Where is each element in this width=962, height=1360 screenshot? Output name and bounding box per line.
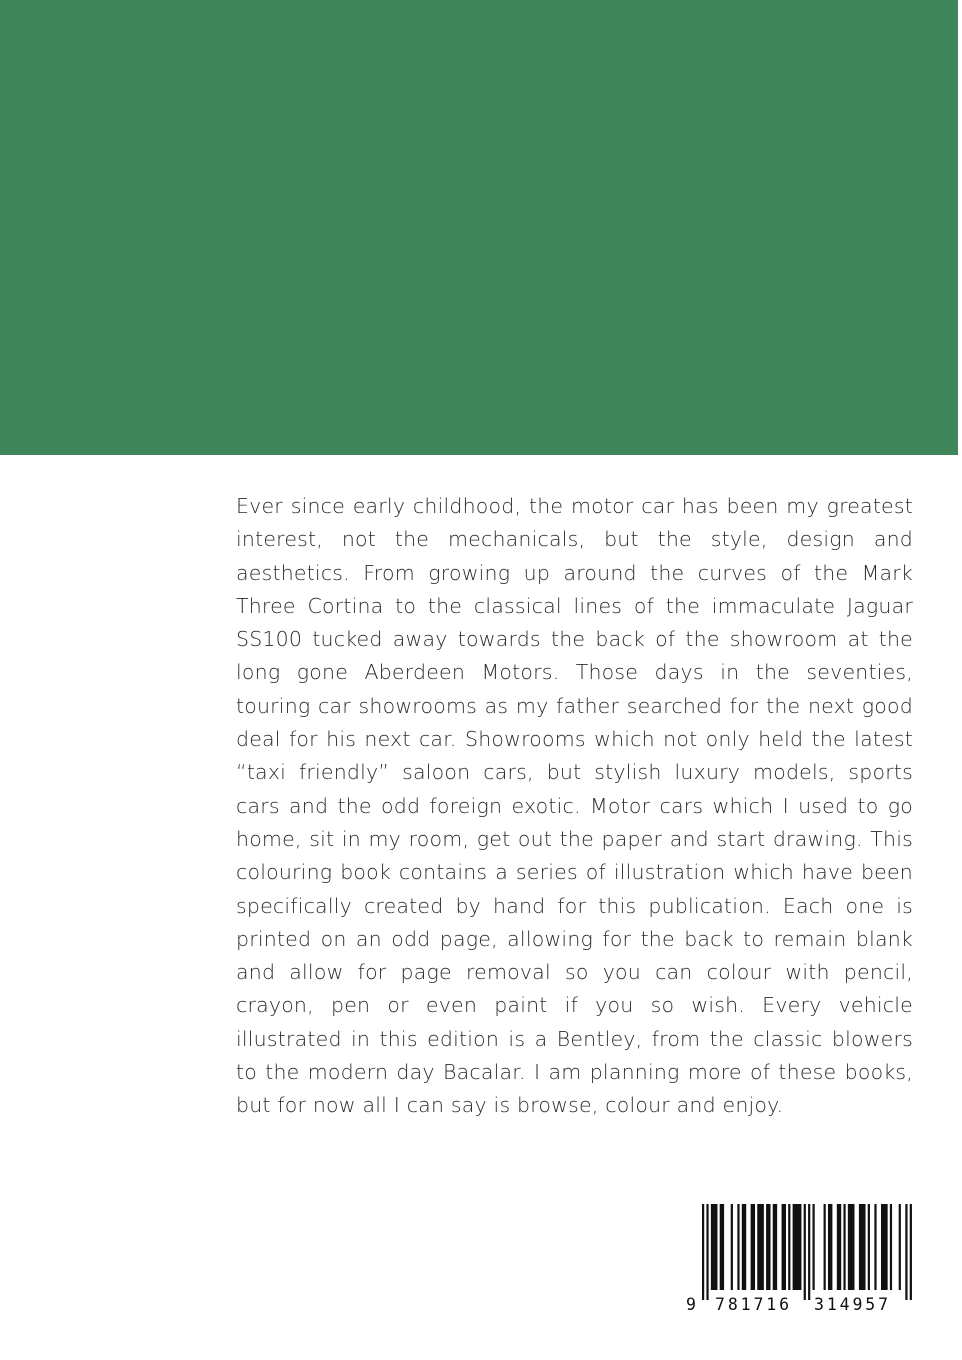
barcode-bar (859, 1204, 866, 1290)
barcode-bar (793, 1204, 802, 1290)
barcode-bar (766, 1204, 770, 1290)
back-cover-blurb: Ever since early childhood, the motor car has been my greatest interest, not the mechanicals, but the style, design and aesthetics. From growing up around the curves of the Mark Three Cortina to the classical lines of the immaculate Jaguar SS100 tucked away towards the back of the showroom at the long gone Aberdeen Motors. Those days in the seventies, touring car showrooms as my father searched for the next good deal for his next car. Showrooms which not only held the latest “taxi friendly” saloon cars, but stylish luxury models, sports cars and the odd foreign exotic. Motor cars which I used to go home, sit in my room, get out the paper and start drawing. This colouring book contains a series of illustration which have been specifically created by hand for this publication. Each one is printed on an odd page, allowing for the back to remain blank and allow for page removal so you can colour with pencil, crayon, pen or even paint if you so wish. Every vehicle illustrated in this edition is a Bentley, from the classic blowers to the modern day Bacalar. I am planning more of these books, but for now all I can say is browse, colour and enjoy. (236, 494, 913, 1118)
barcode-guard-bar (702, 1204, 704, 1300)
barcode-bar (890, 1204, 892, 1290)
barcode-bar (848, 1204, 855, 1290)
barcode-bar (742, 1204, 746, 1290)
barcode-bar (824, 1204, 826, 1290)
barcode-bar (837, 1204, 841, 1290)
barcode-bar (720, 1204, 724, 1290)
barcode-right-digits: 314957 (814, 1295, 888, 1314)
barcode-bar (843, 1204, 845, 1290)
barcode-bar (731, 1204, 733, 1290)
barcode-guard-bar (706, 1204, 708, 1300)
barcode-guard-bar (804, 1204, 806, 1300)
barcode-bar (813, 1204, 815, 1290)
barcode-bar (757, 1204, 764, 1290)
barcode-guard-bar (905, 1204, 907, 1300)
barcode-bar (737, 1204, 739, 1290)
barcode-bar (782, 1204, 786, 1290)
barcode-bar (751, 1204, 755, 1290)
barcode-guard-bar (808, 1204, 810, 1300)
barcode-bar (711, 1204, 718, 1290)
barcode-bar (788, 1204, 790, 1290)
barcode-guard-bar (910, 1204, 912, 1300)
barcode-bar (773, 1204, 777, 1290)
barcode-bar (881, 1204, 888, 1290)
isbn-barcode (684, 1203, 916, 1315)
cover-color-band (0, 0, 958, 455)
barcode-bar (828, 1204, 832, 1290)
barcode-bar (874, 1204, 876, 1290)
barcode-bar (899, 1204, 901, 1290)
barcode-graphic (684, 1203, 916, 1315)
barcode-bar (868, 1204, 870, 1290)
barcode-left-digits: 781716 (715, 1295, 789, 1314)
barcode-lead-digit: 9 (686, 1295, 696, 1314)
